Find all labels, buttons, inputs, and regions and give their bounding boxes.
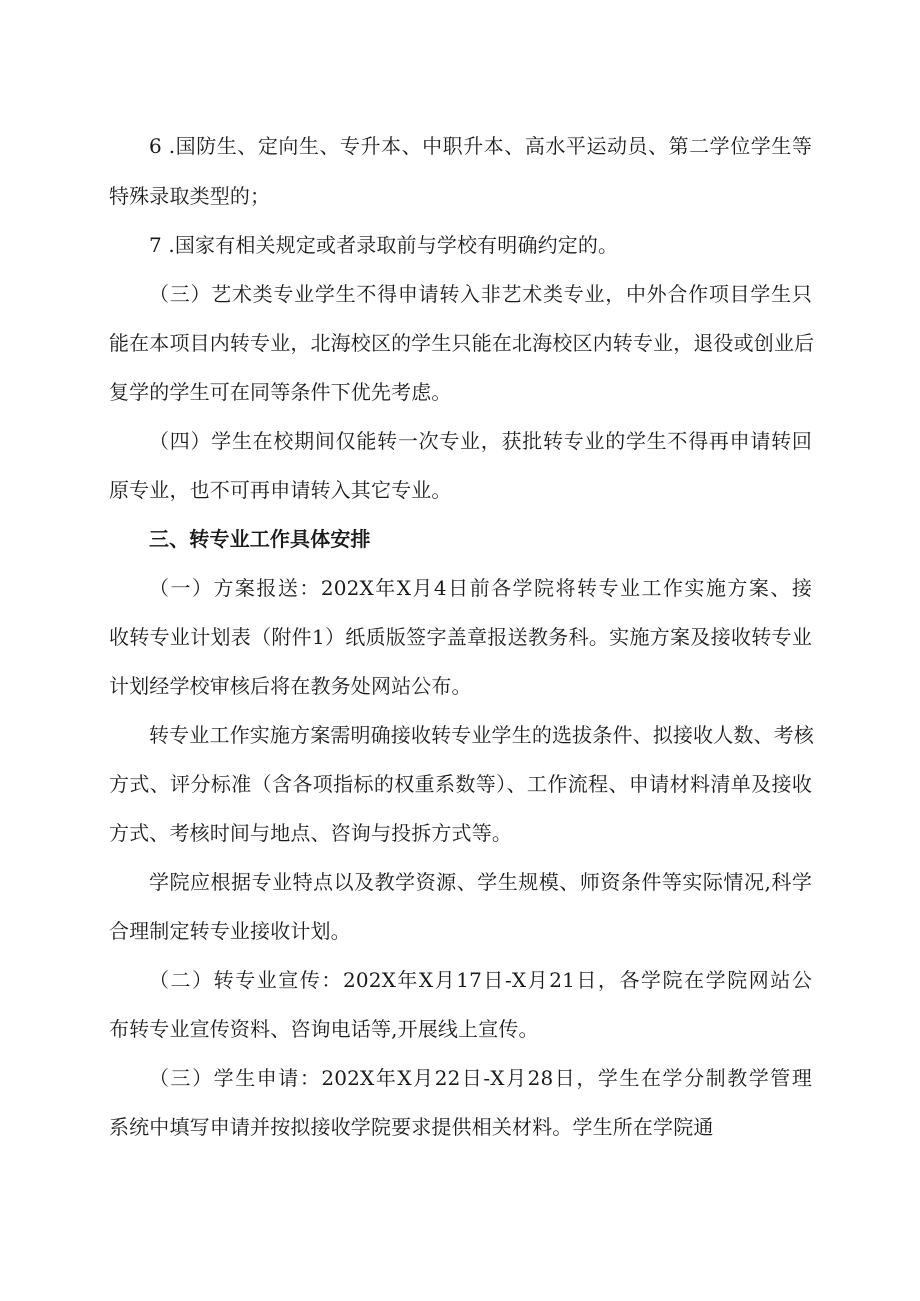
paragraph-plan-content-line-2: 方式、评分标准（含各项指标的权重系数等）、工作流程、申请材料清单及接收 (109, 772, 812, 796)
paragraph-art-students-line-1: （三）艺术类专业学生不得申请转入非艺术类专业，中外合作项目学生只 (149, 282, 812, 306)
paragraph-quota-line-1: 学院应根据专业特点以及教学资源、学生规模、师资条件等实际情况,科学 (149, 870, 812, 894)
paragraph-publicity-line-2: 布转专业宣传资料、咨询电话等,开展线上宣传。 (109, 1017, 539, 1041)
paragraph-publicity-line-1: （二）转专业宣传：202X年X月17日-X月21日，各学院在学院网站公 (149, 968, 812, 992)
paragraph-plan-submission-line-3: 计划经学校审核后将在教务处网站公布。 (109, 674, 472, 698)
paragraph-quota-line-2: 合理制定转专业接收计划。 (109, 919, 351, 943)
paragraph-art-students-line-2: 能在本项目内转专业，北海校区的学生只能在北海校区内转专业，退役或创业后 (109, 331, 815, 355)
list-item-6-line-1: 6 .国防生、定向生、专升本、中职升本、高水平运动员、第二学位学生等 (149, 134, 812, 158)
paragraph-application-line-1: （三）学生申请：202X年X月22日-X月28日，学生在学分制教学管理 (149, 1066, 812, 1090)
paragraph-plan-submission-line-1: （一）方案报送：202X年X月4日前各学院将转专业工作实施方案、接 (149, 576, 812, 600)
paragraph-application-line-2: 系统中填写申请并按拟接收学院要求提供相关材料。学生所在学院通 (109, 1115, 714, 1139)
section-heading: 三、转专业工作具体安排 (149, 527, 371, 551)
paragraph-once-only-line-1: （四）学生在校期间仅能转一次专业，获批转专业的学生不得再申请转回 (149, 429, 812, 453)
paragraph-plan-submission-line-2: 收转专业计划表（附件1）纸质版签字盖章报送教务科。实施方案及接收转专业 (109, 625, 812, 649)
paragraph-once-only-line-2: 原专业，也不可再申请转入其它专业。 (109, 478, 452, 502)
list-item-7: 7 .国家有相关规定或者录取前与学校有明确约定的。 (149, 233, 619, 257)
paragraph-art-students-line-3: 复学的学生可在同等条件下优先考虑。 (109, 380, 452, 404)
paragraph-plan-content-line-1: 转专业工作实施方案需明确接收转专业学生的选拔条件、拟接收人数、考核 (149, 723, 814, 747)
paragraph-plan-content-line-3: 方式、考核时间与地点、咨询与投拆方式等。 (109, 821, 512, 845)
list-item-6-line-2: 特殊录取类型的； (109, 184, 271, 208)
